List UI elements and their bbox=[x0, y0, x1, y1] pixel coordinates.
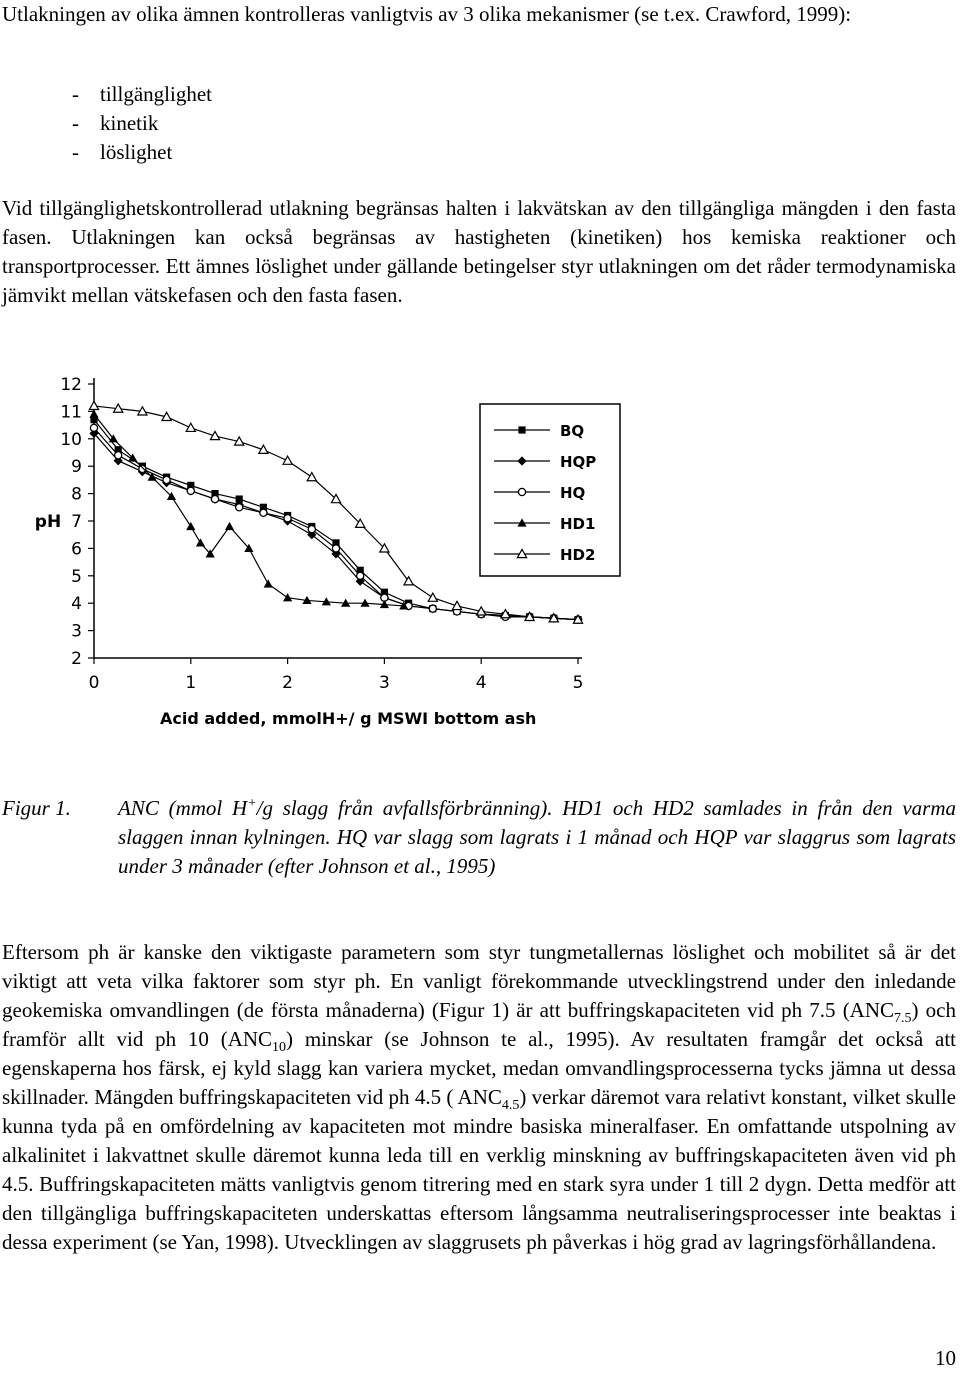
data-point-hd2 bbox=[89, 401, 98, 409]
data-point-hd2 bbox=[307, 473, 316, 481]
list-dash: - bbox=[72, 140, 79, 164]
paragraph-1: Vid tillgänglighetskontrollerad utlakning begränsas halten i lakvätskan av den tillgängliga mängden i den fasta fasen. Utlakningen kan också begränsas av hastigheten (kinetiken) hos kemiska reaktioner och transportprocesser. Ett ämnes löslighet under gällande betingelser styr utlakningen om det råder termodynamiska jämvikt mellan vätskefasen och den fasta fasen. bbox=[2, 196, 956, 307]
data-point-hq bbox=[308, 526, 315, 533]
page-number: 10 bbox=[935, 1346, 956, 1370]
mechanism-list bbox=[72, 80, 212, 167]
data-point-hq bbox=[260, 509, 267, 516]
data-point-hd2 bbox=[283, 456, 292, 464]
data-point-hd1 bbox=[89, 410, 98, 418]
list-item bbox=[72, 109, 212, 138]
legend-marker-hq bbox=[518, 488, 525, 495]
list-item bbox=[72, 80, 212, 109]
data-point-hq bbox=[139, 465, 146, 472]
caption-part-2: /g slagg från avfallsförbränning). HD1 och HD2 samlades in från den varma slaggen innan kylningen. HQ var slagg som lagrats i 1 månad och HQP var slaggrus som lagrats under 3 månader (efter Johnson et al., 1995) bbox=[118, 796, 957, 878]
paragraph-2 bbox=[2, 938, 956, 1257]
y-tick-label: 2 bbox=[71, 649, 82, 669]
data-point-hq bbox=[357, 572, 364, 579]
list-item bbox=[72, 138, 212, 167]
y-tick-label: 6 bbox=[71, 539, 82, 560]
x-tick-label: 0 bbox=[88, 673, 100, 693]
legend-label-hq: HQ bbox=[560, 484, 586, 502]
data-point-hq bbox=[332, 545, 339, 552]
data-point-hd1 bbox=[225, 522, 234, 530]
anc-chart bbox=[18, 332, 660, 732]
data-point-hq bbox=[187, 487, 194, 494]
y-tick-label: 12 bbox=[60, 375, 82, 395]
list-dash: - bbox=[72, 82, 79, 106]
paragraph-2-text: ) minskar (se Johnson te al., 1995). Av resultaten framgår det också att egenskaperna hos färsk, ej kyld slagg kan variera mycket, medan omvandlingsprocesserna tycks jämna ut dessa skillnader. Mängden buffringskapaciteten vid ph 4.5 ( ANC bbox=[2, 1027, 956, 1109]
y-axis-label: pH bbox=[34, 512, 62, 532]
x-tick-label: 2 bbox=[282, 673, 294, 693]
x-tick-label: 5 bbox=[572, 673, 584, 693]
data-point-hd1 bbox=[186, 522, 195, 530]
data-point-hd1 bbox=[196, 538, 205, 546]
data-point-hq bbox=[90, 424, 97, 431]
anc-chart-svg bbox=[18, 332, 660, 732]
list-dash: - bbox=[72, 111, 79, 135]
y-tick-label: 8 bbox=[71, 484, 82, 505]
legend-marker-bq bbox=[518, 426, 525, 433]
x-tick-label: 3 bbox=[378, 673, 390, 693]
data-point-hq bbox=[284, 515, 291, 522]
y-tick-label: 5 bbox=[71, 566, 82, 587]
x-tick-label: 4 bbox=[475, 673, 487, 693]
legend-label-hd2: HD2 bbox=[560, 546, 596, 564]
data-point-hd2 bbox=[186, 423, 195, 431]
data-point-hq bbox=[429, 605, 436, 612]
x-axis-label: Acid added, mmolH+/ g MSWI bottom ash bbox=[160, 709, 537, 728]
y-tick-label: 11 bbox=[60, 402, 82, 423]
data-point-hd1 bbox=[264, 579, 273, 587]
y-tick-label: 9 bbox=[71, 457, 82, 478]
data-point-hd2 bbox=[428, 593, 437, 601]
y-tick-label: 7 bbox=[71, 512, 82, 532]
data-point-hq bbox=[211, 495, 218, 502]
subscript: 4.5 bbox=[501, 1098, 520, 1114]
paragraph-2-text: ) och framför allt vid ph 10 (ANC bbox=[2, 998, 956, 1051]
data-point-hd1 bbox=[283, 593, 292, 601]
data-point-hq bbox=[163, 476, 170, 483]
subscript: 10 bbox=[272, 1040, 287, 1056]
list-item-label: löslighet bbox=[100, 140, 173, 164]
legend-label-hqp: HQP bbox=[560, 453, 597, 471]
data-point-hq bbox=[236, 504, 243, 511]
subscript: 7.5 bbox=[894, 1011, 912, 1027]
caption-label: Figur 1. bbox=[2, 796, 71, 820]
data-point-hq bbox=[115, 452, 122, 459]
caption-superscript: + bbox=[247, 796, 257, 811]
paragraph-2-text: Eftersom ph är kanske den viktigaste parametern som styr tungmetallernas löslighet och mobilitet så är det viktigt att veta vilka faktorer som styr ph. En vanligt förekommande utvecklingstrend under den inledande geokemiska omvandlingen (de första månaderna) (Figur 1) är att buffringskapaciteten vid ph 7.5 (ANC bbox=[2, 940, 956, 1022]
caption-part-1: ANC (mmol H bbox=[118, 796, 248, 820]
y-tick-label: 3 bbox=[71, 621, 82, 642]
caption-text bbox=[118, 794, 956, 881]
list-item-label: kinetik bbox=[100, 111, 159, 135]
legend-label-bq: BQ bbox=[560, 422, 585, 440]
intro-paragraph: Utlakningen av olika ämnen kontrolleras vanligtvis av 3 olika mekanismer (se t.ex. Crawford, 1999): bbox=[2, 2, 852, 26]
x-tick-label: 1 bbox=[185, 673, 197, 693]
paragraph-2-text: ) verkar däremot vara relativt konstant, vilket skulle kunna tyda på en omfördelning av kapaciteten mot mindre basiska mineralfaser. En omfattande utspolning av alkalinitet i lakvattnet skulle däremot kunna leda till en verklig minskning av buffringskapaciteten även vid ph 4.5. Buffringskapaciteten mätts vanligtvis genom titrering med en stark syra under 1 till 2 dygn. Detta medför att den tillgängliga buffringskapaciteten underskattas eftersom långsamma neutraliseringsprocesser inte beaktas i dessa experiment (se Yan, 1998). Utvecklingen av slaggrusets ph påverkas i hög grad av lagringsförhållandena. bbox=[2, 1085, 956, 1254]
legend-label-hd1: HD1 bbox=[560, 515, 596, 533]
y-tick-label: 4 bbox=[71, 594, 82, 615]
list-item-label: tillgänglighet bbox=[100, 82, 212, 106]
y-tick-label: 10 bbox=[60, 429, 82, 450]
